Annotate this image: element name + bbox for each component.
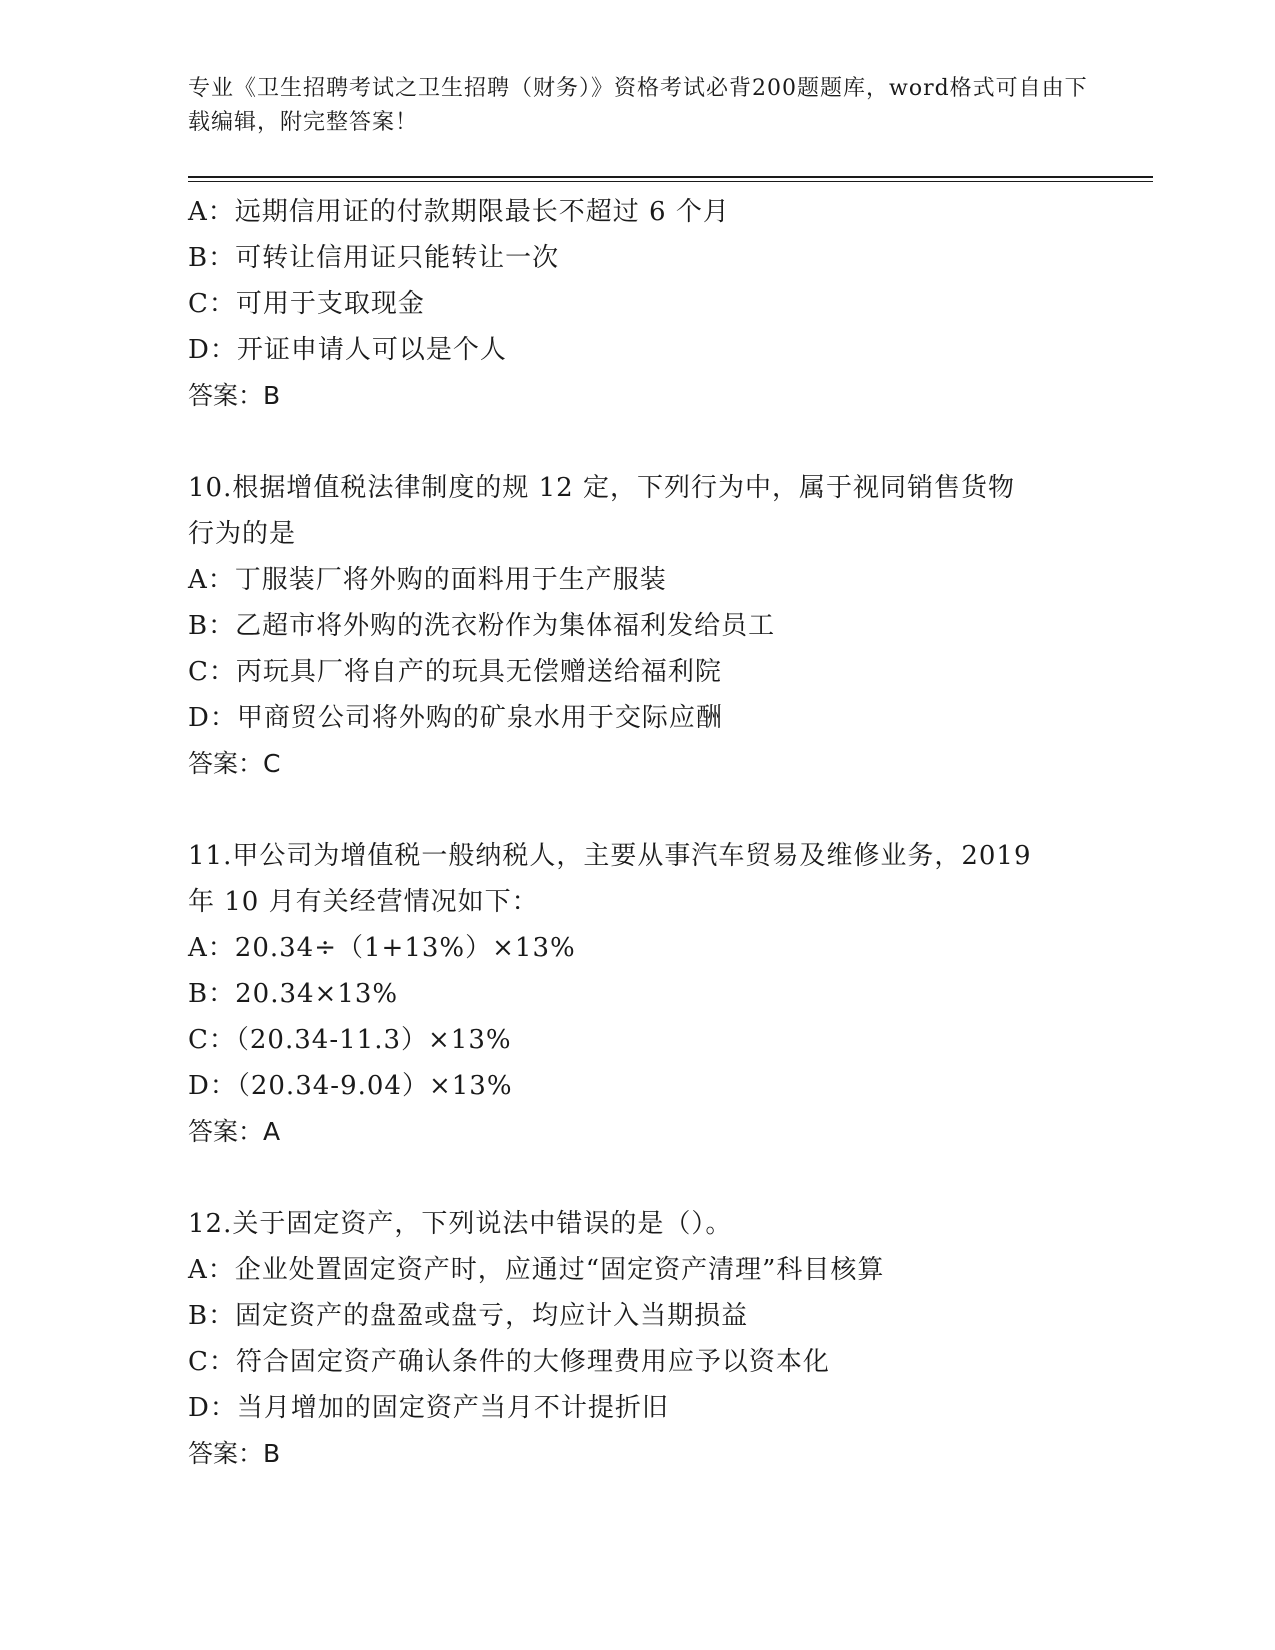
- option-b: B：乙超市将外购的洗衣粉作为集体福利发给员工: [188, 611, 776, 641]
- question-11: [188, 833, 1088, 1155]
- option-b: B：20.34×13%: [188, 979, 399, 1009]
- question-stem: 11.甲公司为增值税一般纳税人，主要从事汽车贸易及维修业务，2019: [188, 841, 1032, 871]
- question-spacer: [188, 419, 1088, 465]
- option-c: C：丙玩具厂将自产的玩具无偿赠送给福利院: [188, 657, 722, 687]
- answer-line: 答案：A: [188, 1117, 281, 1146]
- option-d: D：开证申请人可以是个人: [188, 335, 507, 365]
- option-d: D：（20.34-9.04）×13%: [188, 1071, 513, 1101]
- question-stem-continued: 行为的是: [188, 519, 297, 549]
- question-spacer: [188, 787, 1088, 833]
- option-a: A：企业处置固定资产时，应通过“固定资产清理”科目核算: [188, 1255, 885, 1285]
- question-stem: 10.根据增值税法律制度的规 12 定，下列行为中，属于视同销售货物: [188, 473, 1015, 503]
- option-c: C：可用于支取现金: [188, 289, 425, 319]
- question-stem-continued: 年 10 月有关经营情况如下：: [188, 887, 539, 917]
- question-10: [188, 465, 1088, 787]
- option-a: A：远期信用证的付款期限最长不超过 6 个月: [188, 197, 730, 227]
- option-c: C：（20.34-11.3）×13%: [188, 1025, 512, 1055]
- question-stem: 12.关于固定资产，下列说法中错误的是（）。: [188, 1209, 733, 1239]
- answer-line: 答案：B: [188, 381, 281, 410]
- option-d: D：当月增加的固定资产当月不计提折旧: [188, 1393, 669, 1423]
- question-9: [188, 189, 1088, 419]
- option-d: D：甲商贸公司将外购的矿泉水用于交际应酬: [188, 703, 723, 733]
- question-12: [188, 1201, 1088, 1477]
- option-a: A：20.34÷（1+13%）×13%: [188, 933, 576, 963]
- answer-line: 答案：B: [188, 1439, 281, 1468]
- question-spacer: [188, 1155, 1088, 1201]
- option-a: A：丁服装厂将外购的面料用于生产服装: [188, 565, 667, 595]
- option-b: B：可转让信用证只能转让一次: [188, 243, 560, 273]
- question-list: [188, 189, 1088, 1477]
- document-header: 专业《卫生招聘考试之卫生招聘（财务）》资格考试必背200题题库，word格式可自由下载编辑，附完整答案！: [188, 76, 1088, 135]
- option-c: C：符合固定资产确认条件的大修理费用应予以资本化: [188, 1347, 830, 1377]
- option-b: B：固定资产的盘盈或盘亏，均应计入当期损益: [188, 1301, 749, 1331]
- header-divider-thick: [188, 176, 1153, 178]
- answer-line: 答案：C: [188, 749, 281, 778]
- header-divider-thin: [188, 181, 1153, 182]
